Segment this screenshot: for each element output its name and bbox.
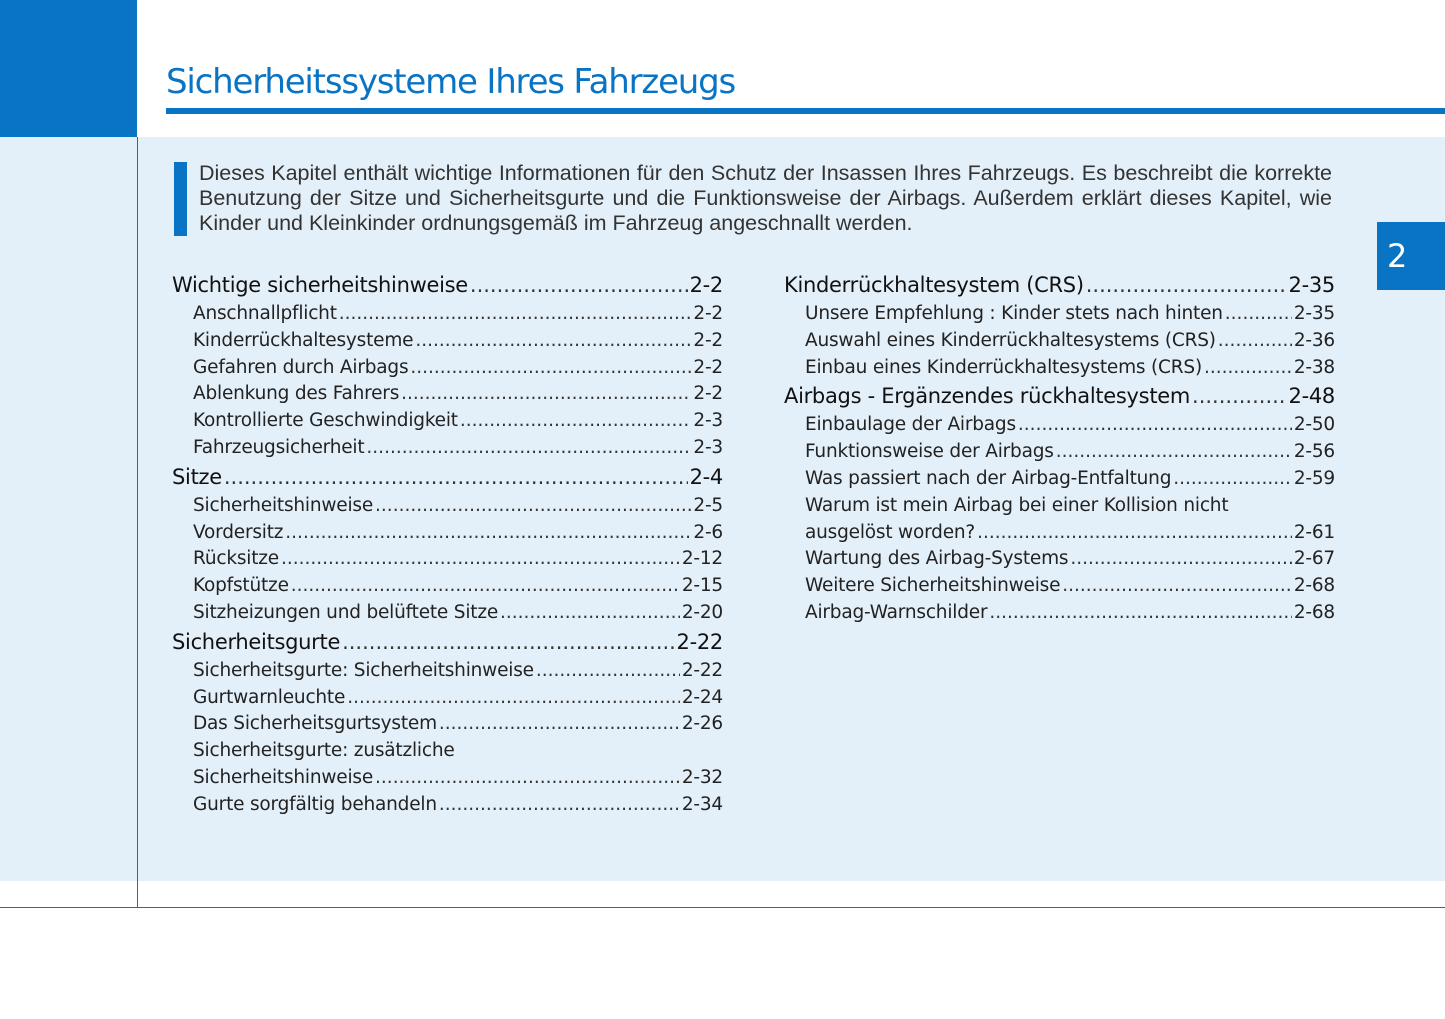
toc-page-number: 2-26 [681,713,723,735]
toc-page-number: 2-22 [681,659,723,681]
toc-leader-dots [410,355,691,382]
toc-entry-label: Sicherheitsgurte [172,629,341,654]
toc-entry-label: Kontrollierte Geschwindigkeit [193,410,458,432]
toc-page-number: 2-67 [1293,548,1335,570]
toc-entry-label: Kinderrückhaltesystem (CRS) [784,273,1084,297]
toc-entry-label: ausgelöst worden? [805,521,976,543]
toc-entry[interactable] [784,328,1335,355]
toc-entry-label: Gurte sorgfältig behandeln [193,793,437,815]
toc-entry-label: Kinderrückhaltesysteme [193,329,414,351]
left-margin-rule [137,137,138,908]
toc-leader-dots [342,627,674,658]
toc-leader-dots [1070,546,1291,573]
toc-entry-label: Unsere Empfehlung : Kinder stets nach hinten [805,303,1223,324]
toc-leader-dots [470,270,688,301]
toc-column-right [784,270,1335,627]
toc-entry[interactable] [784,546,1335,573]
toc-section-entry[interactable] [172,462,723,493]
toc-entry[interactable] [784,355,1335,382]
toc-entry[interactable] [784,301,1335,328]
corner-block [0,0,137,137]
toc-entry[interactable] [784,493,1335,520]
toc-page-number: 2-6 [693,521,723,543]
toc-column-left [172,270,723,819]
toc-page-number: 2-32 [681,766,723,788]
toc-entry-label: Was passiert nach der Airbag-Entfaltung [805,467,1172,489]
toc-page-number: 2-68 [1293,601,1335,623]
toc-page-number: 2-36 [1293,329,1335,351]
toc-entry-label: Airbag-Warnschilder [805,601,988,623]
toc-entry-label: Sitze [172,464,222,489]
toc-page-number: 2-2 [693,356,723,378]
toc-entry[interactable] [172,792,723,819]
chapter-tab[interactable]: 2 [1377,222,1445,290]
toc-leader-dots [291,573,680,600]
bottom-rule [0,907,1445,908]
toc-entry-label: Sicherheitsgurte: zusätzliche [193,740,455,762]
toc-leader-dots [415,328,691,355]
toc-page-number: 2-48 [1288,384,1335,409]
toc-entry-label: Sicherheitshinweise [193,766,374,788]
toc-entry-label: Kopfstütze [193,575,289,597]
toc-page-number: 2-2 [689,273,723,297]
toc-leader-dots [1018,412,1292,439]
toc-page-number: 2-3 [693,410,723,432]
page-title: Sicherheitssysteme Ihres Fahrzeugs [166,62,736,102]
toc-page-number: 2-4 [689,464,723,489]
toc-page-number: 2-35 [1288,273,1335,297]
toc-leader-dots [1225,301,1292,328]
toc-page-number: 2-5 [693,494,723,516]
toc-page-number: 2-2 [693,303,723,324]
toc-entry[interactable] [172,435,723,462]
toc-entry-label: Auswahl eines Kinderrückhaltesystems (CRS) [805,329,1216,351]
toc-leader-dots [366,435,691,462]
toc-entry-label: Einbaulage der Airbags [805,414,1016,436]
toc-page-number: 2-3 [693,436,723,458]
toc-entry[interactable] [172,301,723,328]
toc-leader-dots [1086,270,1287,301]
toc-entry-label: Gefahren durch Airbags [193,356,409,378]
toc-entry-label: Warum ist mein Airbag bei einer Kollision nicht [805,494,1229,516]
toc-entry-label: Wartung des Airbag-Systems [805,548,1069,570]
toc-leader-dots [347,685,680,712]
toc-page-number: 2-68 [1293,575,1335,597]
toc-entry[interactable] [172,328,723,355]
toc-page-number: 2-61 [1293,521,1335,543]
toc-page-number: 2-12 [681,548,723,570]
toc-entry-label: Einbau eines Kinderrückhaltesystems (CRS) [805,356,1202,378]
toc-section-entry[interactable] [172,627,723,658]
toc-entry[interactable] [172,738,723,765]
toc-entry-label: Vordersitz [193,521,284,543]
toc-entry-label: Anschnallpflicht [193,303,337,324]
toc-entry-label: Rücksitze [193,548,279,570]
toc-page-number: 2-2 [693,383,723,405]
toc-leader-dots [1173,466,1292,493]
toc-leader-dots [401,381,691,408]
toc-page-number: 2-15 [681,575,723,597]
toc-entry-label: Das Sicherheitsgurtsystem [193,713,437,735]
toc-section-entry[interactable] [784,270,1335,301]
toc-leader-dots [375,493,691,520]
toc-entry-label: Sicherheitsgurte: Sicherheitshinweise [193,659,534,681]
toc-entry-label: Weitere Sicherheitshinweise [805,575,1061,597]
toc-entry-label: Wichtige sicherheitshinweise [172,273,468,297]
toc-leader-dots [536,658,680,685]
toc-leader-dots [375,765,680,792]
toc-entry-label: Airbags - Ergänzendes rückhaltesystem [784,384,1191,409]
toc-leader-dots [977,520,1292,547]
toc-leader-dots [1192,381,1287,412]
intro-accent-bar [174,162,187,236]
toc-leader-dots [1062,573,1292,600]
toc-page-number: 2-59 [1293,467,1335,489]
toc-leader-dots [1204,355,1292,382]
toc-entry[interactable] [172,685,723,712]
toc-leader-dots [1056,439,1292,466]
toc-leader-dots [500,600,680,627]
toc-page-number: 2-2 [693,329,723,351]
toc-entry[interactable] [784,600,1335,627]
toc-entry[interactable] [172,408,723,435]
toc-leader-dots [439,711,680,738]
toc-entry[interactable] [172,520,723,547]
intro-text: Dieses Kapitel enthält wichtige Informationen für den Schutz der Insassen Ihres Fahrzeugs. Es beschreibt die korrekte Benutzung der Sitze und Sicherheitsgurte und die Funktionsweise der Airbags. Außerdem erklärt dieses Kapitel, wie Kinder und Kleinkinder ordnungsgemäß im Fahrzeug angeschnallt werden. [199,161,1332,235]
toc-entry[interactable] [172,546,723,573]
toc-page-number: 2-38 [1293,356,1335,378]
toc-entry-label: Gurtwarnleuchte [193,686,346,708]
toc-entry[interactable] [172,493,723,520]
toc-page-number: 2-50 [1293,414,1335,436]
toc-leader-dots [460,408,692,435]
toc-entry[interactable] [172,381,723,408]
toc-page-number: 2-24 [681,686,723,708]
toc-leader-dots [339,301,692,328]
toc-leader-dots [1218,328,1292,355]
toc-page-number: 2-34 [681,793,723,815]
toc-entry[interactable] [172,765,723,792]
toc-leader-dots [281,546,680,573]
toc-page-number: 2-20 [681,601,723,623]
toc-section-entry[interactable] [172,270,723,301]
toc-entry[interactable] [172,355,723,382]
toc-entry-label: Sitzheizungen und belüftete Sitze [193,601,499,623]
toc-leader-dots [285,520,691,547]
toc-entry[interactable] [784,573,1335,600]
toc-leader-dots [989,600,1291,627]
toc-entry[interactable] [172,573,723,600]
toc-page-number: 2-22 [676,629,723,654]
toc-entry-label: Ablenkung des Fahrers [193,383,400,405]
toc-entry-label: Sicherheitshinweise [193,494,374,516]
toc-entry[interactable] [172,711,723,738]
toc-entry-label: Fahrzeugsicherheit [193,436,365,458]
toc-entry[interactable] [784,412,1335,439]
toc-entry[interactable] [784,466,1335,493]
toc-page-number: 2-35 [1293,303,1335,324]
toc-entry[interactable] [784,439,1335,466]
toc-entry-label: Funktionsweise der Airbags [805,441,1054,463]
toc-page-number: 2-56 [1293,441,1335,463]
toc-entry[interactable] [172,600,723,627]
toc-entry[interactable] [784,520,1335,547]
toc-section-entry[interactable] [784,381,1335,412]
toc-leader-dots [224,462,688,493]
toc-leader-dots [439,792,680,819]
toc-entry[interactable] [172,658,723,685]
title-underline [166,108,1445,114]
